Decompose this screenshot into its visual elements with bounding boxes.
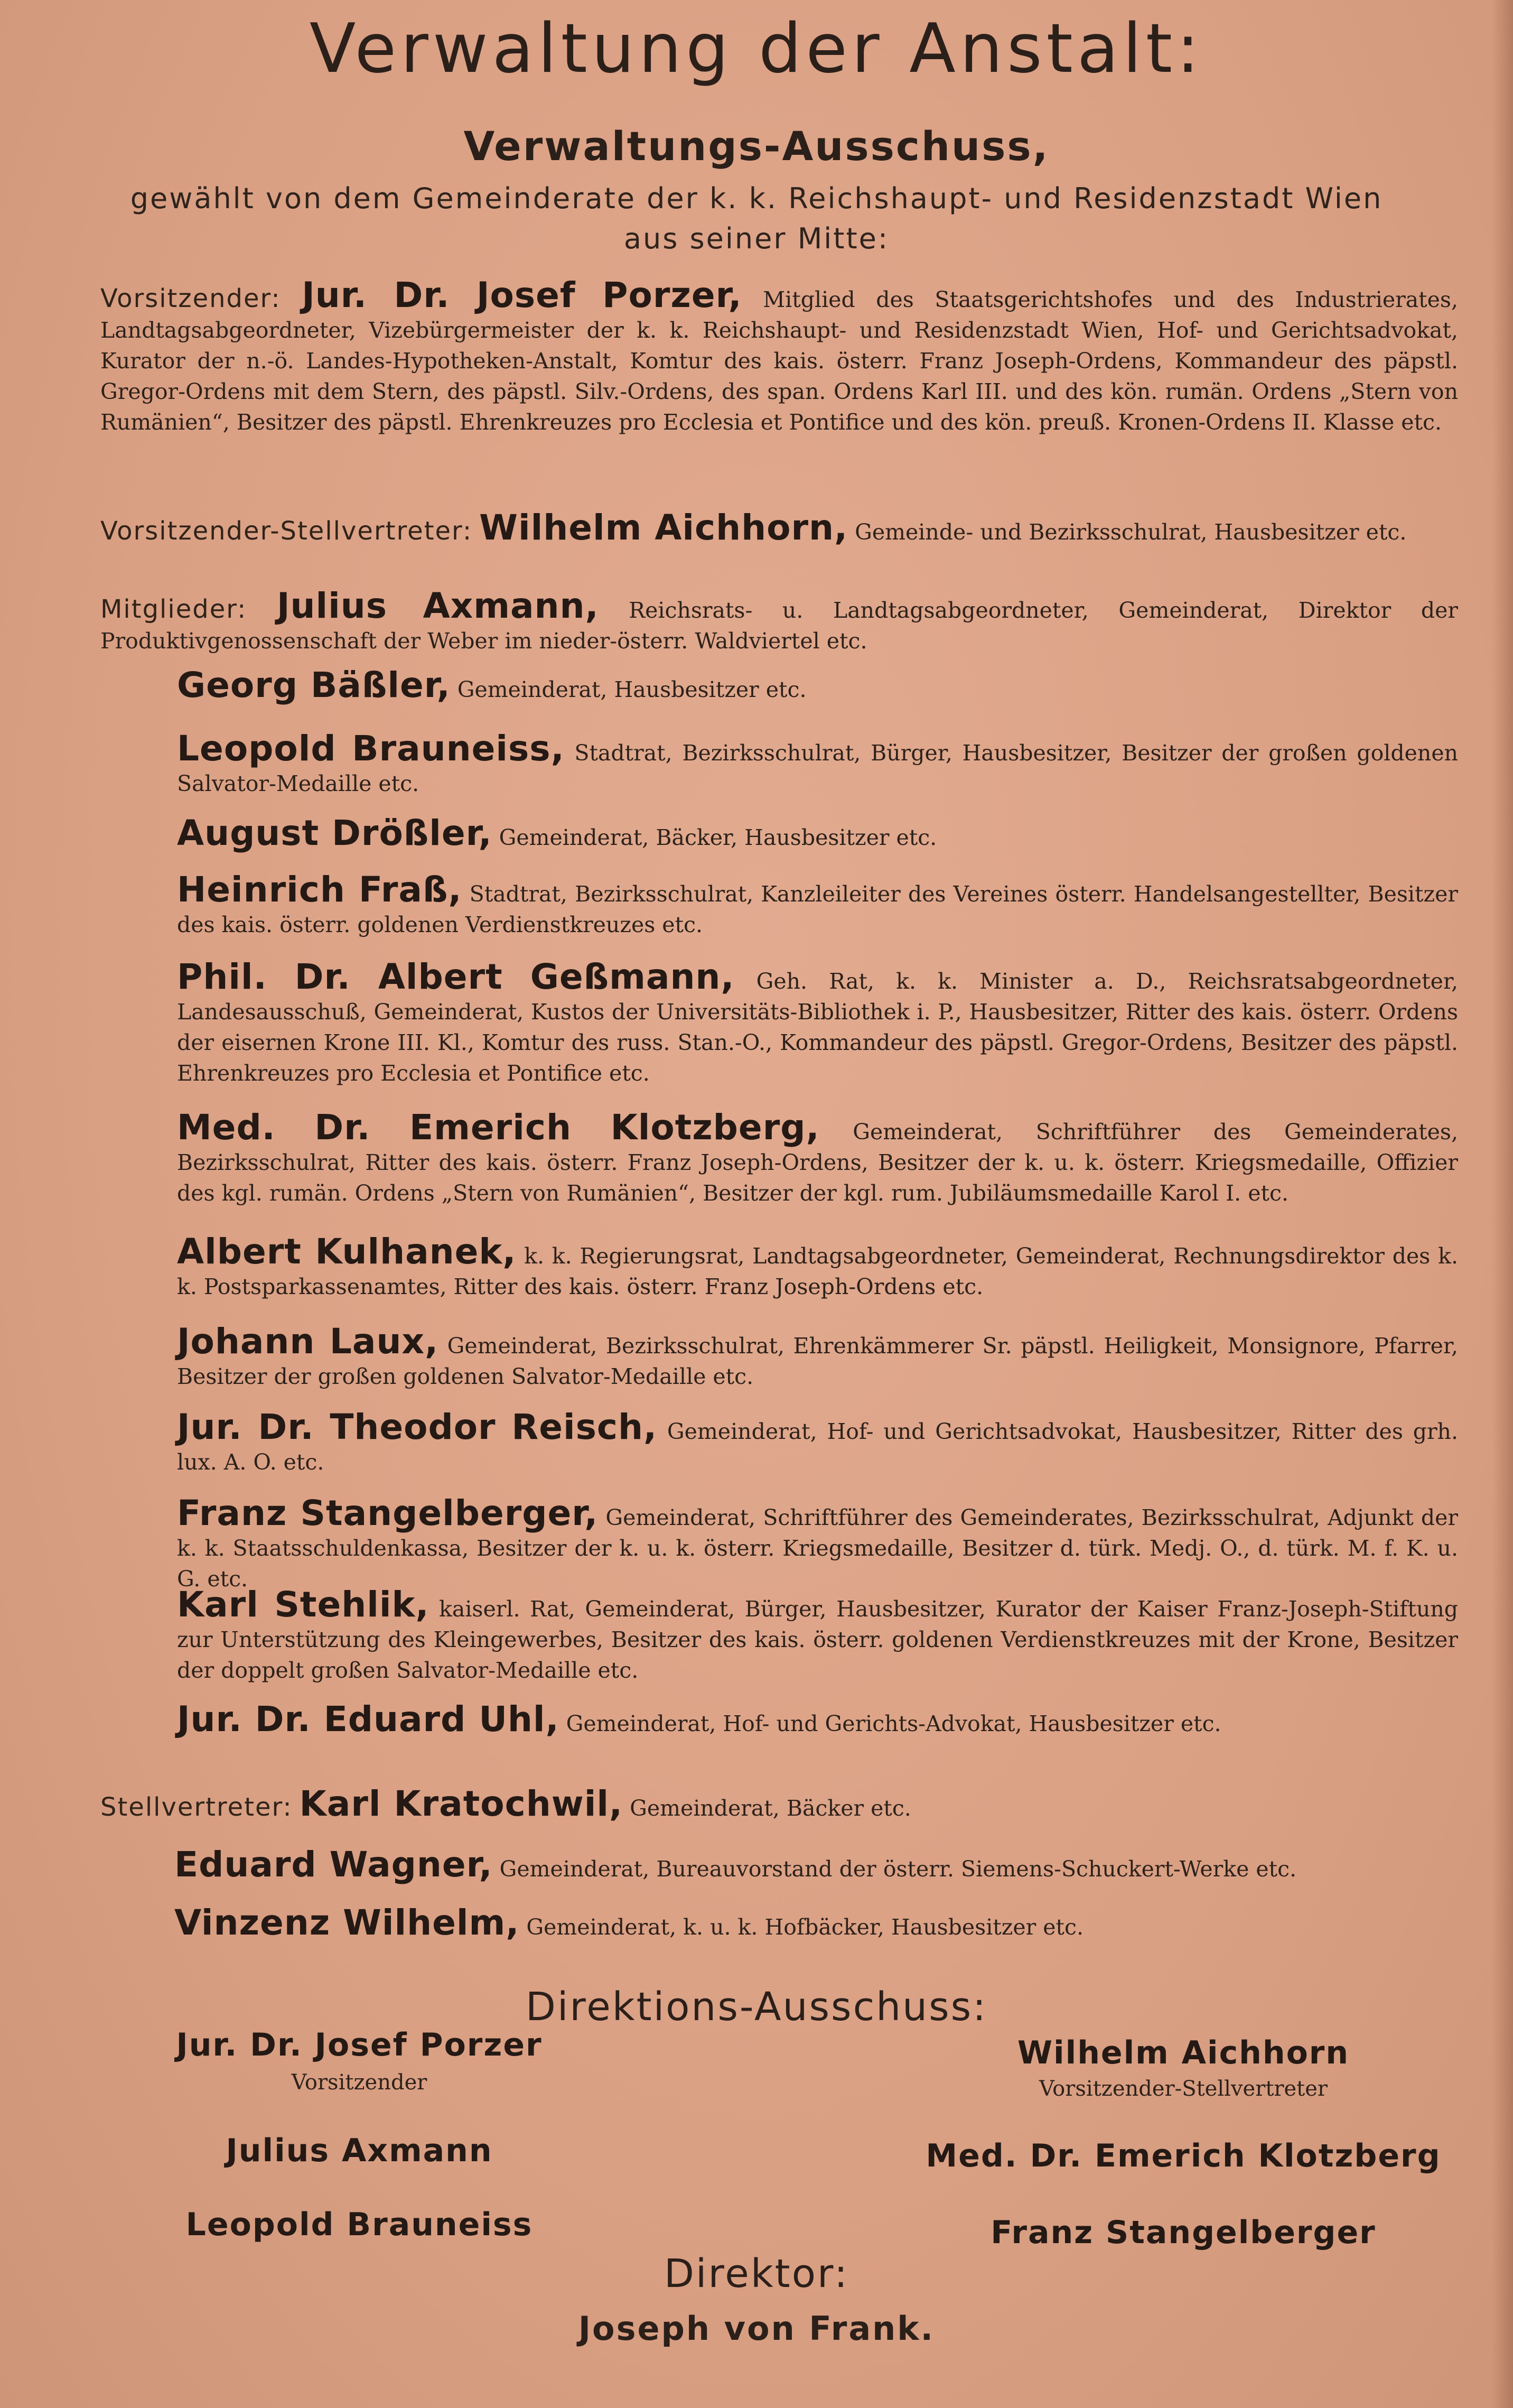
member-name: Karl Stehlik,: [177, 1584, 429, 1625]
member-entry: [177, 1699, 1458, 1740]
vice-chair-label: Vorsitzender-Stellvertreter:: [100, 516, 473, 546]
member-name: Franz Stangelberger,: [177, 1493, 599, 1533]
member-entry: [177, 1321, 1458, 1392]
member-entry: [177, 1107, 1458, 1208]
member-desc: k. k. Regierungsrat, Landtagsabgeordneter, Gemeinderat, Rechnungsdirektor des k. k. Postsparkassenamtes, Ritter des kais. österr. Franz Joseph-Ordens etc.: [177, 1243, 1458, 1299]
deputy-entry: [100, 1783, 1458, 1824]
deputy-desc: Gemeinderat, Bureauvorstand der österr. Siemens-Schuckert-Werke etc.: [499, 1856, 1297, 1882]
deputy-name: Eduard Wagner,: [174, 1844, 493, 1885]
deputy-name: Vinzenz Wilhelm,: [174, 1902, 520, 1943]
direktor-heading: Direktor:: [664, 2251, 849, 2297]
chair-desc: Mitglied des Staatsgerichtshofes und des Industrierates, Landtagsabgeordneter, Vizebürgermeister der k. k. Reichshaupt- und Residenzstadt Wien, Hof- und Gerichtsadvokat, Kurator der n.-ö. Landes-Hypotheken-Anstalt, Komtur des kais. österr. Franz Joseph-Ordens, Kommandeur des päpstl. Gregor-Ordens mit dem Stern, des päpstl. Silv.-Ordens, des span. Ordens Karl III. und des kön. rumän. Ordens „Stern von Rumänien“, Besitzer des päpstl. Ehrenkreuzes pro Ecclesia et Pontifice und des kön. preuß. Kronen-Ordens II. Klasse etc.: [100, 287, 1458, 435]
member-desc: Geh. Rat, k. k. Minister a. D., Reichsratsabgeordneter, Landesausschuß, Gemeinderat, Kustos der Universitäts-Bibliothek i. P., Hausbesitzer, Ritter des kais. österr. Ordens der eisernen Krone III. Kl., Komtur des russ. Stan.-O., Kommandeur des päpstl. Gregor-Ordens, Besitzer des päpstl. Ehrenkreuzes pro Ecclesia et Pontifice etc.: [177, 969, 1459, 1086]
direktions-ausschuss-heading: Direktions-Ausschuss:: [525, 1984, 988, 2030]
verwaltungs-subtitle-line1: gewählt von dem Gemeinderate der k. k. Reichshaupt- und Residenzstadt Wien: [130, 182, 1383, 215]
member-entry: [177, 956, 1459, 1089]
member-entry: [177, 728, 1458, 799]
direktion-right-name: Med. Dr. Emerich Klotzberg: [926, 2137, 1441, 2174]
member-desc: Gemeinderat, Hausbesitzer etc.: [457, 677, 807, 702]
vice-chair-desc: Gemeinde- und Bezirksschulrat, Hausbesitzer etc.: [855, 519, 1407, 545]
member-desc: Gemeinderat, Bäcker, Hausbesitzer etc.: [499, 825, 937, 850]
direktion-right-role: Vorsitzender-Stellvertreter: [1039, 2077, 1328, 2101]
member-entry: [177, 1493, 1458, 1594]
member-entry: [177, 1231, 1458, 1302]
member-desc: Gemeinderat, Schriftführer des Gemeinderates, Bezirksschulrat, Ritter des kais. österr. Franz Joseph-Ordens, Besitzer der k. u. k. österr. Kriegsmedaille, Offizier des kgl. rumän. Ordens „Stern von Rumänien“, Besitzer der kgl. rum. Jubiläumsmedaille Karol I. etc.: [177, 1119, 1458, 1206]
member-entry: [177, 665, 1458, 705]
member-name: Albert Kulhanek,: [177, 1231, 517, 1272]
member-name: Heinrich Fraß,: [177, 869, 462, 910]
page-title: Verwaltung der Anstalt:: [309, 10, 1204, 88]
verwaltungs-ausschuss-heading: Verwaltungs-Ausschuss,: [463, 123, 1050, 170]
member-name: Georg Bäßler,: [177, 665, 451, 705]
member-name: Johann Laux,: [177, 1321, 439, 1362]
deputy-entry: [174, 1902, 1458, 1943]
chair-label: Vorsitzender:: [100, 284, 281, 313]
chair-name: Jur. Dr. Josef Porzer,: [302, 275, 742, 315]
vice-chair-entry: [100, 507, 1458, 548]
direktion-left-name: Leopold Brauneiss: [185, 2206, 533, 2243]
member-name: Jur. Dr. Eduard Uhl,: [177, 1699, 559, 1740]
direktion-right-name: Wilhelm Aichhorn: [1017, 2034, 1350, 2071]
member-desc: Stadtrat, Bezirksschulrat, Bürger, Hausbesitzer, Besitzer der großen goldenen Salvator-Medaille etc.: [177, 740, 1458, 796]
member-desc: Reichsrats- u. Landtagsabgeordneter, Gemeinderat, Direktor der Produktivgenossenschaft der Weber im nieder-österr. Waldviertel etc.: [100, 598, 1458, 654]
member-desc: Gemeinderat, Hof- und Gerichtsadvokat, Hausbesitzer, Ritter des grh. lux. A. O. etc.: [177, 1419, 1458, 1475]
member-entry: [177, 813, 1458, 853]
member-desc: Gemeinderat, Bezirksschulrat, Ehrenkämmerer Sr. päpstl. Heiligkeit, Monsignore, Pfarrer, Besitzer der großen goldenen Salvator-Medaille etc.: [177, 1333, 1458, 1389]
direktion-left-name: Julius Axmann: [226, 2132, 493, 2169]
direktion-left-role: Vorsitzender: [291, 2070, 427, 2095]
member-name: August Drößler,: [177, 813, 492, 853]
member-entry: [177, 1584, 1459, 1686]
member-name: Med. Dr. Emerich Klotzberg,: [177, 1107, 820, 1148]
deputies-label: Stellvertreter:: [100, 1792, 293, 1822]
member-entry: [177, 1407, 1458, 1477]
member-desc: Gemeinderat, Schriftführer des Gemeinderates, Bezirksschulrat, Adjunkt der k. k. Staatsschuldenkassa, Besitzer der k. u. k. österr. Kriegsmedaille, Besitzer d. türk. Medj. O., d. türk. M. f. K. u. G. etc.: [177, 1505, 1458, 1592]
member-entry: [177, 869, 1458, 940]
member-desc: kaiserl. Rat, Gemeinderat, Bürger, Hausbesitzer, Kurator der Kaiser Franz-Joseph-Stiftung zur Unterstützung des Kleingewerbes, Besitzer des kais. österr. goldenen Verdienstkreuzes mit der Krone, Besitzer der doppelt großen Salvator-Medaille etc.: [177, 1596, 1459, 1683]
member-entry: [100, 585, 1458, 656]
direktion-right-name: Franz Stangelberger: [991, 2214, 1376, 2251]
deputy-desc: Gemeinderat, Bäcker etc.: [630, 1796, 911, 1821]
vice-chair-name: Wilhelm Aichhorn,: [479, 507, 848, 548]
member-desc: Stadtrat, Bezirksschulrat, Kanzleileiter des Vereines österr. Handelsangestellter, Besitzer des kais. österr. goldenen Verdienstkreuzes etc.: [177, 881, 1458, 937]
member-name: Leopold Brauneiss,: [177, 728, 565, 769]
member-name: Phil. Dr. Albert Geßmann,: [177, 956, 735, 997]
chair-entry: [100, 275, 1458, 438]
member-name: Jur. Dr. Theodor Reisch,: [177, 1407, 658, 1447]
deputy-entry: [174, 1844, 1458, 1885]
deputy-name: Karl Kratochwil,: [299, 1783, 623, 1824]
member-desc: Gemeinderat, Hof- und Gerichts-Advokat, Hausbesitzer etc.: [566, 1711, 1221, 1736]
verwaltungs-subtitle-line2: aus seiner Mitte:: [623, 222, 890, 255]
page-edge-shadow: [1492, 0, 1513, 2408]
direktion-left-name: Jur. Dr. Josef Porzer: [176, 2026, 543, 2063]
members-label: Mitglieder:: [100, 594, 247, 624]
deputy-desc: Gemeinderat, k. u. k. Hofbäcker, Hausbesitzer etc.: [526, 1914, 1084, 1940]
direktor-name: Joseph von Frank.: [578, 2309, 935, 2348]
member-name: Julius Axmann,: [276, 585, 599, 626]
